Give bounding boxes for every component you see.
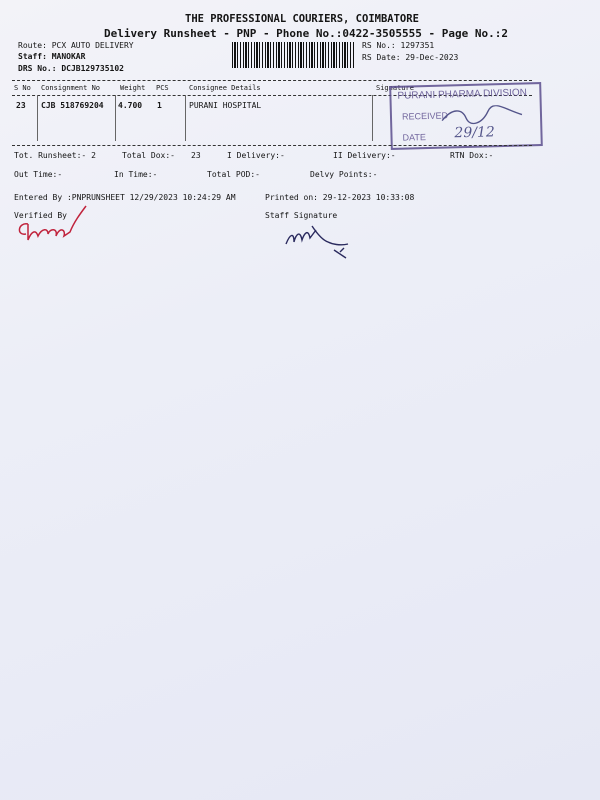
total-pod: Total POD:-	[207, 170, 260, 179]
stamp-division: PURANI PHARMA DIVISION	[397, 87, 528, 102]
stamp-date-label: DATE	[402, 132, 427, 143]
delvy-points: Delvy Points:-	[310, 170, 378, 179]
barcode	[232, 42, 354, 68]
ii-delivery: II Delivery:-	[333, 151, 396, 160]
verified-by-label: Verified By	[14, 211, 67, 220]
total-dox-label: Total Dox:-	[122, 151, 175, 160]
runsheet-title: Delivery Runsheet - PNP - Phone No.:0422-3505555 - Page No.:2	[104, 27, 508, 40]
col-divider	[372, 95, 373, 141]
rs-date: RS Date: 29-Dec-2023	[362, 53, 459, 62]
col-header-weight: Weight	[120, 84, 146, 92]
received-stamp	[389, 82, 543, 150]
rs-number: RS No.: 1297351	[362, 41, 435, 50]
company-name: THE PROFESSIONAL COURIERS, COIMBATORE	[185, 13, 419, 25]
cell-pcs: 1	[157, 101, 162, 110]
tot-runsheet: Tot. Runsheet:- 2	[14, 151, 96, 160]
cell-weight: 4.700	[118, 101, 143, 110]
table-top-rule	[12, 80, 532, 81]
staff-label: Staff: MANOKAR	[18, 52, 86, 61]
cell-sno: 23	[16, 101, 26, 110]
stamp-received: RECEIVED	[401, 110, 449, 122]
rtn-dox: RTN Dox:-	[450, 151, 494, 160]
cell-consignment-no: CJB 518769204	[41, 101, 104, 110]
stamp-received-scribble	[438, 104, 528, 126]
in-time: In Time:-	[114, 170, 158, 179]
staff-signature-mark	[282, 222, 354, 262]
total-dox-value: 23	[191, 151, 201, 160]
entered-by: Entered By :PNPRUNSHEET 12/29/2023 10:24:29 AM	[14, 193, 236, 202]
staff-signature-label: Staff Signature	[265, 211, 338, 220]
col-header-sno: S No	[14, 84, 31, 92]
printed-on: Printed on: 29-12-2023 10:33:08	[265, 193, 415, 202]
stamp-date-handwritten: 29/12	[454, 124, 496, 142]
drs-number: DRS No.: DCJB129735102	[18, 64, 124, 73]
table-bottom-rule	[12, 145, 532, 146]
col-header-pcs: PCS	[156, 84, 169, 92]
col-divider	[37, 95, 38, 141]
col-header-consignment: Consignment No	[41, 84, 101, 92]
col-header-signature: Signature	[376, 84, 414, 92]
out-time: Out Time:-	[14, 170, 63, 179]
col-header-consignee: Consignee Details	[189, 84, 261, 92]
route-label: Route: PCX AUTO DELIVERY	[18, 41, 134, 50]
verified-by-signature	[14, 204, 94, 246]
col-divider	[115, 95, 116, 141]
cell-consignee: PURANI HOSPITAL	[189, 101, 262, 110]
i-delivery: I Delivery:-	[227, 151, 285, 160]
col-divider	[185, 95, 186, 141]
